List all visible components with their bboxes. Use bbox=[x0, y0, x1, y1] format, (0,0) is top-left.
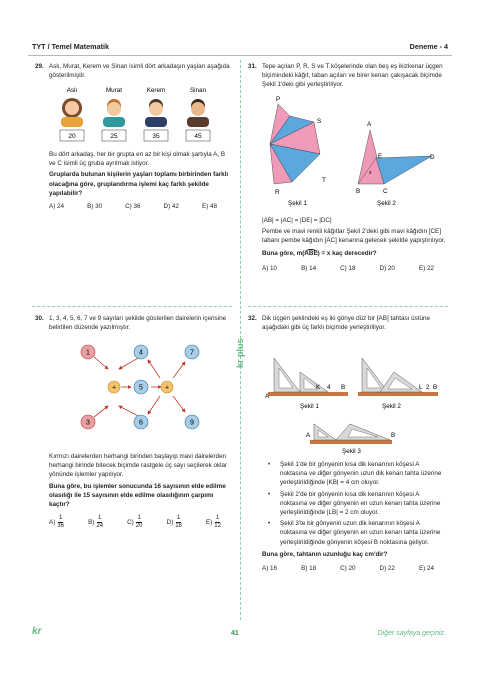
svg-text:6: 6 bbox=[139, 419, 143, 427]
option-a[interactable]: A) 24 bbox=[49, 203, 65, 211]
svg-text:A: A bbox=[265, 393, 270, 400]
name-label: Murat bbox=[105, 87, 123, 94]
question-number: 29. bbox=[35, 63, 44, 70]
svg-text:C: C bbox=[383, 188, 388, 195]
question-prompt: Buna göre, tahtanın uzunluğu kaç cm'dir? bbox=[262, 550, 388, 558]
asli-avatar bbox=[61, 98, 83, 127]
age-value: 25 bbox=[110, 133, 118, 140]
question-number: 30. bbox=[35, 315, 44, 322]
svg-text:B: B bbox=[356, 188, 361, 195]
figure-caption: Şekil 2 bbox=[377, 200, 396, 207]
option-c[interactable]: C) 1 20 bbox=[127, 515, 143, 530]
svg-text:kr plus: kr plus bbox=[235, 338, 245, 368]
option-c[interactable]: C) 20 bbox=[340, 565, 356, 573]
svg-text:5: 5 bbox=[139, 384, 143, 392]
bullet-item: • Şekil 3'te bir gönyenin uzun dik kenarının köşesi A noktasına ve diğer gönyenin en uzun kenarı tahta üzerine yerleştirildiğinde gönyenin köşesi B noktasına geliyor. bbox=[268, 520, 441, 546]
kr-plus-side-logo bbox=[228, 330, 252, 370]
svg-text:4: 4 bbox=[139, 349, 143, 357]
question-29-body bbox=[49, 150, 229, 211]
option-c[interactable]: C) 36 bbox=[125, 203, 141, 211]
answer-options bbox=[262, 564, 434, 573]
question-text: Bu dört arkadaş, her bir grupta en az bir kişi olmak şartıyla A, B ve C isimli üç gruba ayrılmak istiyor. bbox=[49, 151, 226, 168]
murat-avatar bbox=[103, 99, 125, 127]
question-number: 32. bbox=[248, 315, 257, 322]
header-rule bbox=[28, 55, 452, 56]
question-intro: Aslı, Murat, Kerem ve Sinan isimli dört arkadaşın yaşları aşağıda gösterilmiştir. bbox=[49, 63, 230, 80]
option-b[interactable]: B) 14 bbox=[301, 264, 317, 272]
svg-text:R: R bbox=[275, 189, 280, 196]
svg-text:Şekil 2: Şekil 2 bbox=[382, 403, 401, 410]
option-d[interactable]: D) 42 bbox=[163, 203, 179, 211]
footer-logo: kr bbox=[32, 626, 42, 637]
question-29 bbox=[35, 62, 232, 80]
bullet-item: • Şekil 2'de bir gönyenin kısa dik kenarının köşesi A noktasına ve diğer gönyenin en uzun kenarı tahta üzerine yerleştirildiğinde |LB| = 2 cm oluyor. bbox=[268, 490, 441, 517]
age-value: 35 bbox=[152, 133, 160, 140]
right-separator bbox=[248, 306, 448, 307]
question-intro: Dik üçgen şeklindeki eş iki gönye düz bir [AB] tahtası üstüne aşağıdaki gibi üç farklı biçimde yerleştiriliyor. bbox=[262, 315, 431, 332]
setsquare-figures bbox=[262, 338, 448, 456]
option-a[interactable]: A) 1 36 bbox=[49, 515, 64, 530]
svg-text:1: 1 bbox=[86, 349, 90, 357]
exam-title: Deneme - 4 bbox=[409, 42, 448, 51]
exam-subject: TYT / Temel Matematik bbox=[32, 42, 109, 51]
circle-diagram bbox=[75, 340, 235, 440]
question-intro: Tepe açıları P, R, S ve T köşelerinde olan beş eş ikizkenar üçgen biçimindeki kâğıt, taban açıları ve birer kenarı çakışacak biçimde Şekil 1'deki gibi yerleştiriliyor. bbox=[262, 63, 443, 89]
next-page-note: Diğer sayfaya geçiniz. bbox=[377, 630, 446, 637]
answer-options bbox=[49, 202, 217, 211]
question-prompt: Buna göre, bu işlemler sonucunda 16 sayısının elde edilme olasılığı ile 15 sayısının elde edilme olasılığının çarpımı kaçtır? bbox=[49, 482, 226, 509]
name-label: Aslı bbox=[66, 87, 78, 94]
svg-text:3: 3 bbox=[86, 419, 90, 427]
friends-illustration bbox=[50, 84, 230, 144]
option-e[interactable]: E) 48 bbox=[201, 203, 217, 211]
option-b[interactable]: B) 30 bbox=[87, 203, 103, 211]
svg-text:B: B bbox=[341, 384, 346, 391]
option-d[interactable]: D) 1 18 bbox=[166, 515, 182, 530]
question-30 bbox=[35, 314, 232, 332]
svg-text:Şekil 3: Şekil 3 bbox=[342, 448, 361, 455]
name-label: Sinan bbox=[189, 87, 207, 94]
svg-text:A: A bbox=[306, 432, 311, 439]
svg-text:9: 9 bbox=[190, 419, 194, 427]
question-32-body bbox=[262, 460, 448, 573]
option-e[interactable]: E) 1 12 bbox=[205, 515, 221, 530]
question-32 bbox=[248, 314, 448, 332]
svg-text:D: D bbox=[430, 154, 435, 161]
svg-text:B: B bbox=[391, 432, 396, 439]
svg-text:E: E bbox=[378, 153, 383, 160]
age-value: 45 bbox=[194, 133, 202, 140]
option-b[interactable]: B) 1 24 bbox=[88, 515, 104, 530]
svg-text:P: P bbox=[276, 96, 281, 103]
svg-text:Şekil 1: Şekil 1 bbox=[300, 403, 319, 410]
bullet-item: • Şekil 1'de bir gönyenin kısa dik kenarının köşesi A noktasına ve diğer gönyenin uzun dik kenarı tahta üzerine yerleştirildiğinde |KB| = 4 cm oluyor. bbox=[268, 461, 442, 487]
question-text: Pembe ve mavi renkli kâğıtlar Şekil 2'deki gibi mavi kâğıdın [CE] tabanı pembe kâğıdın [AC] kenarına gelecek şekilde yapıştırılıyor. bbox=[262, 228, 446, 245]
option-c[interactable]: C) 18 bbox=[340, 264, 356, 272]
svg-text:A: A bbox=[367, 121, 372, 128]
option-b[interactable]: B) 18 bbox=[301, 565, 317, 573]
svg-text:T: T bbox=[322, 177, 326, 184]
page-header bbox=[32, 40, 448, 54]
answer-options bbox=[49, 515, 221, 530]
question-prompt: Gruplarda bulunan kişilerin yaşları toplamı birbirinden farklı olacağına göre, gruplandırma işlemi kaç farklı şekilde yapılabilir? bbox=[49, 171, 229, 197]
svg-text:+: + bbox=[111, 384, 117, 392]
question-prompt: Buna göre, m(ABE) = x kaç derecedir? bbox=[262, 249, 377, 257]
sinan-avatar bbox=[187, 99, 209, 127]
answer-options bbox=[262, 264, 434, 273]
svg-text:S: S bbox=[317, 118, 322, 125]
svg-text:2: 2 bbox=[426, 384, 430, 391]
age-value: 20 bbox=[68, 133, 76, 140]
option-d[interactable]: D) 20 bbox=[379, 264, 395, 272]
option-e[interactable]: E) 24 bbox=[418, 565, 434, 573]
question-30-body bbox=[49, 452, 229, 530]
option-e[interactable]: E) 22 bbox=[418, 264, 434, 272]
length-equation: |AB| = |AC| = |DE| = |DC| bbox=[262, 217, 332, 224]
option-a[interactable]: A) 16 bbox=[262, 565, 278, 573]
name-label: Kerem bbox=[146, 87, 166, 94]
left-separator bbox=[32, 306, 232, 307]
figure-caption: Şekil 1 bbox=[288, 200, 307, 207]
question-31-body bbox=[262, 216, 448, 273]
svg-text:B: B bbox=[433, 384, 438, 391]
svg-text:7: 7 bbox=[190, 349, 194, 357]
svg-text:L: L bbox=[419, 384, 423, 391]
question-text: Kırmızı dairelerden herhangi birinden başlayıp mavi dairelerden herhangi birinde bitecek biçimde rastgele üç sayı seçilerek oklar yönünde işlemler yapılıyor. bbox=[49, 453, 228, 479]
page-number: 41 bbox=[231, 630, 239, 637]
question-intro: 1, 3, 4, 5, 6, 7 ve 9 sayıları şekilde gösterilen dairelerin içerisine belirtilen düzende yazılmıştır. bbox=[49, 315, 227, 332]
svg-text:K: K bbox=[316, 384, 321, 391]
kerem-avatar bbox=[145, 99, 167, 127]
triangle-figures bbox=[262, 92, 448, 210]
option-a[interactable]: A) 10 bbox=[262, 264, 278, 272]
question-number: 31. bbox=[248, 63, 257, 70]
option-d[interactable]: D) 22 bbox=[379, 565, 395, 573]
svg-text:+: + bbox=[164, 384, 170, 392]
svg-text:x: x bbox=[369, 170, 372, 176]
question-31 bbox=[248, 62, 448, 90]
svg-text:4: 4 bbox=[327, 384, 331, 391]
